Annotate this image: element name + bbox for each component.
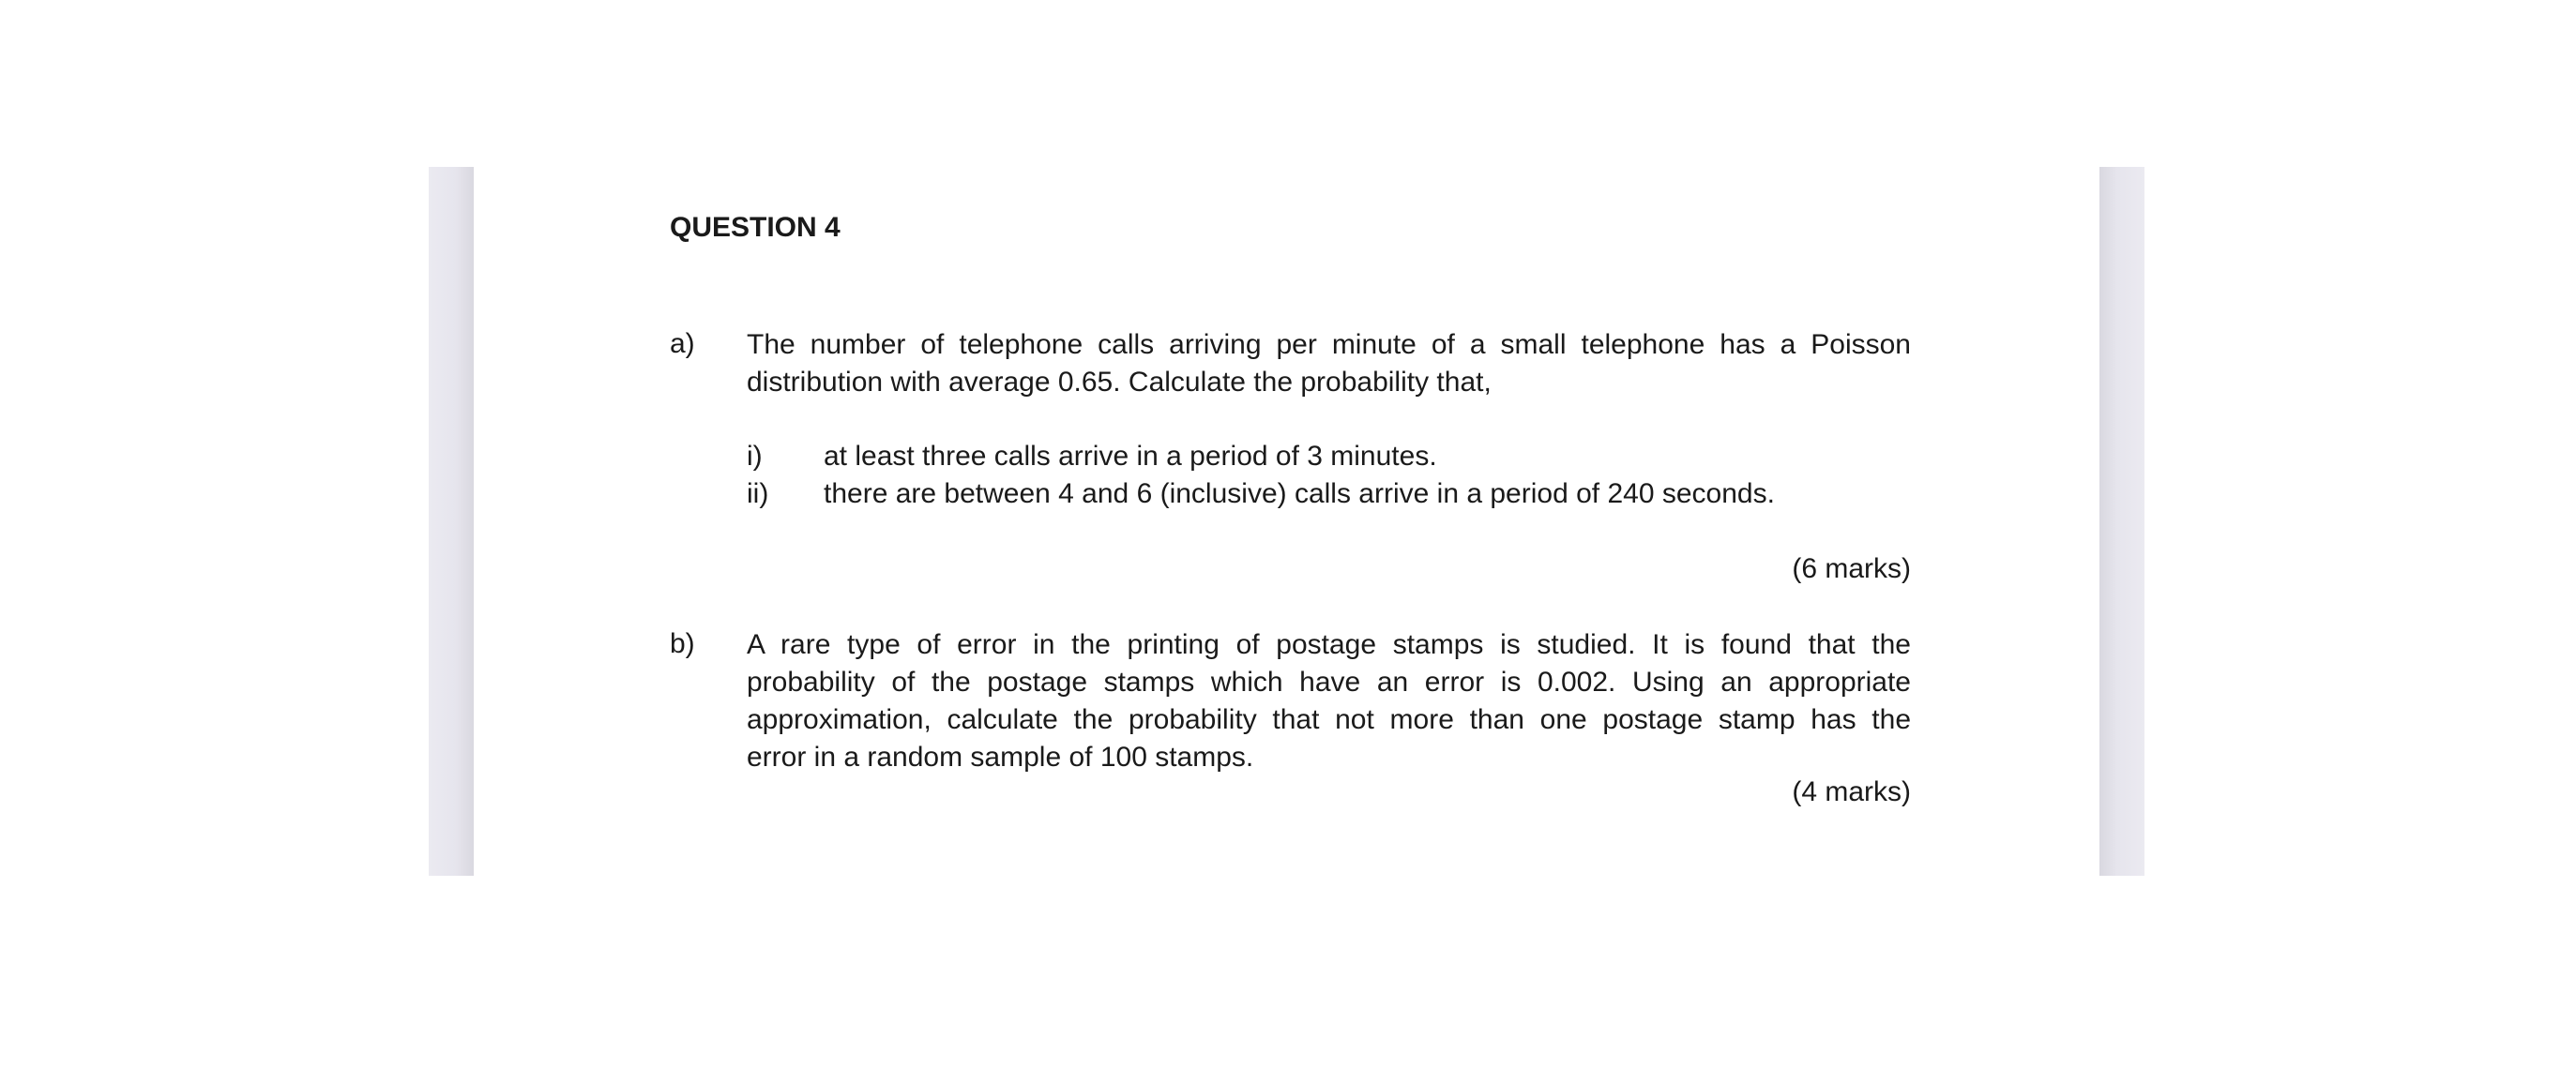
- subpart-i-text: at least three calls arrive in a period of 3 minutes.: [824, 441, 1437, 472]
- subpart-ii-label: ii): [747, 478, 769, 509]
- part-a-paragraph: [747, 326, 1911, 401]
- part-b-line: error in a random sample of 100 stamps.: [747, 742, 1254, 773]
- part-b-label: b): [670, 628, 695, 659]
- left-page-gutter: [429, 167, 474, 876]
- part-b-marks: (4 marks): [1792, 776, 1911, 807]
- question-title: QUESTION 4: [670, 212, 841, 243]
- subpart-ii-text: there are between 4 and 6 (inclusive) calls arrive in a period of 240 seconds.: [824, 478, 1775, 509]
- part-a-line: The number of telephone calls arriving per minute of a small telephone has a Poisson: [747, 329, 1911, 360]
- part-b-line: approximation, calculate the probability that not more than one postage stamp has the: [747, 704, 1911, 735]
- part-b-paragraph: [747, 626, 1911, 776]
- right-page-gutter: [2099, 167, 2144, 876]
- part-b-line: probability of the postage stamps which have an error is 0.002. Using an appropriate: [747, 667, 1911, 698]
- document-page: [474, 167, 2099, 876]
- part-a-line: distribution with average 0.65. Calculate the probability that,: [747, 367, 1492, 398]
- part-b-line: A rare type of error in the printing of postage stamps is studied. It is found that the: [747, 629, 1911, 660]
- part-a-marks: (6 marks): [1792, 553, 1911, 584]
- part-a-label: a): [670, 328, 695, 359]
- subpart-i-label: i): [747, 441, 763, 472]
